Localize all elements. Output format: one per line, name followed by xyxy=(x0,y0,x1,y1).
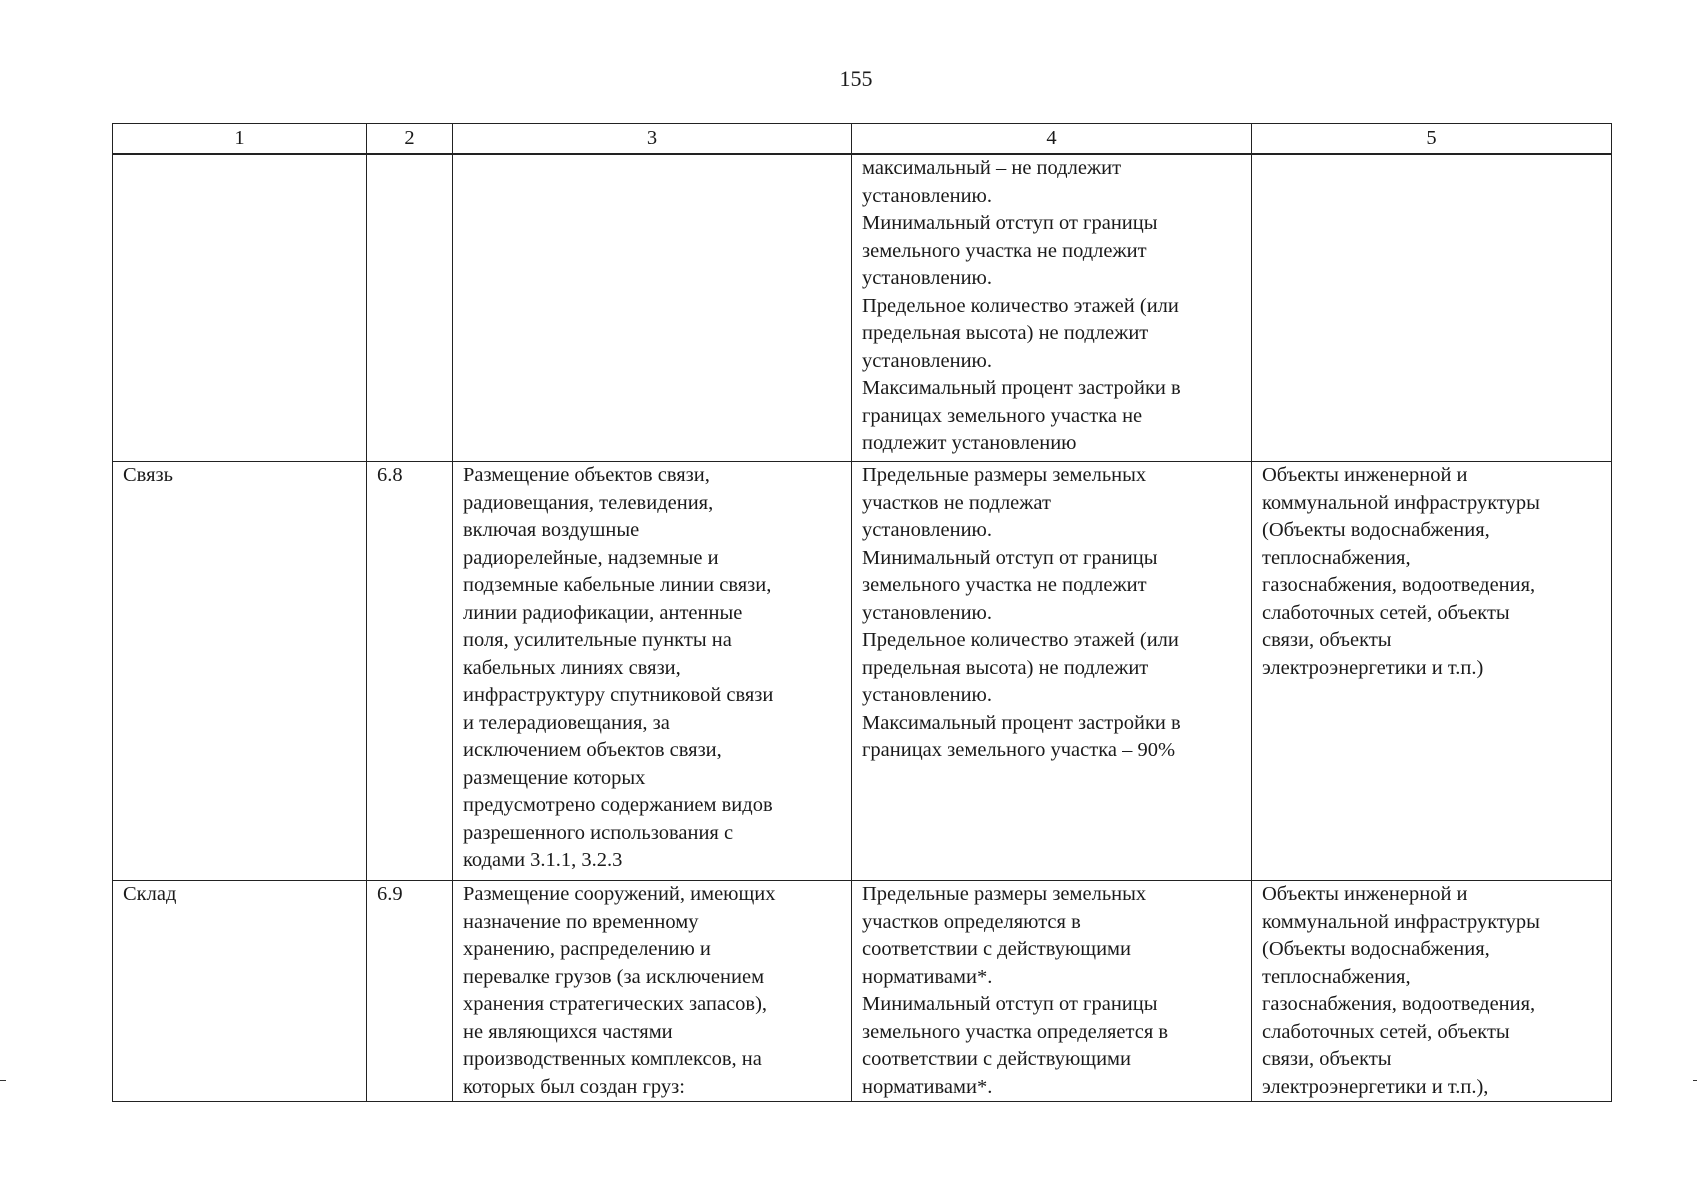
description-text: Размещение объектов связи, радиовещания, телевидения, включая воздушные радиорелейные, надземные и подземные кабельные линии связи, линии радиофикации, антенные поля, усилительные пункты на кабельных линиях связи, инфраструктуру спутниковой связи и телерадиовещания, за исключением объектов связи, размещение которых предусмотрено содержанием видов разрешенного использования с кодами 3.1.1, 3.2.3 xyxy=(463,464,774,871)
table-row xyxy=(113,881,1612,1102)
table-row xyxy=(113,462,1612,881)
scan-edge-mark xyxy=(0,1080,6,1081)
code-cell xyxy=(367,154,453,462)
infrastructure-text: Объекты инженерной и коммунальной инфраструктуры (Объекты водоснабжения, теплоснабжения, газоснабжения, водоотведения, слаботочных сетей, объекты связи, объекты электроэнергетики и т.п.), xyxy=(1262,883,1540,1098)
code-cell xyxy=(367,881,453,1102)
code-cell xyxy=(367,462,453,881)
table-row xyxy=(113,154,1612,462)
infrastructure-cell xyxy=(1252,881,1612,1102)
use-type-cell xyxy=(113,881,367,1102)
page-number: 155 xyxy=(839,66,873,91)
description-text: Размещение сооружений, имеющих назначение по временному хранению, распределению и перевалке грузов (за исключением хранения стратегических запасов), не являющихся частями производственных комплексов, на которых был создан груз: xyxy=(463,883,776,1098)
column-header: 1 xyxy=(113,124,367,155)
column-header: 4 xyxy=(852,124,1252,155)
infrastructure-cell xyxy=(1252,462,1612,881)
regulations-table xyxy=(112,123,1612,1102)
parameters-text: максимальный – не подлежит установлению. Минимальный отступ от границы земельного участка не подлежит установлению. Предельное количество этажей (или предельная высота) не подлежит установлению. Максимальный процент застройки в границах земельного участка не подлежит установлению xyxy=(862,157,1181,454)
parameters-text: Предельные размеры земельных участков определяются в соответствии с действующими нормативами*. Минимальный отступ от границы земельного участка определяется в соответствии с действующими нормативами*. xyxy=(862,883,1169,1098)
description-cell xyxy=(453,881,852,1102)
parameters-text: Предельные размеры земельных участков не подлежат установлению. Минимальный отступ от границы земельного участка не подлежит установлению. Предельное количество этажей (или предельная высота) не подлежит установлению. Максимальный процент застройки в границах земельного участка – 90% xyxy=(862,464,1181,761)
code-text: 6.8 xyxy=(377,464,403,486)
use-type-cell xyxy=(113,462,367,881)
column-header: 2 xyxy=(367,124,453,155)
table-header-row xyxy=(113,124,1612,155)
use-type-cell xyxy=(113,154,367,462)
column-header: 5 xyxy=(1252,124,1612,155)
parameters-cell xyxy=(852,881,1252,1102)
use-type-text: Связь xyxy=(123,464,173,486)
infrastructure-text: Объекты инженерной и коммунальной инфраструктуры (Объекты водоснабжения, теплоснабжения, газоснабжения, водоотведения, слаботочных сетей, объекты связи, объекты электроэнергетики и т.п.) xyxy=(1262,464,1540,679)
parameters-cell xyxy=(852,462,1252,881)
parameters-cell xyxy=(852,154,1252,462)
description-cell xyxy=(453,462,852,881)
column-header: 3 xyxy=(453,124,852,155)
use-type-text: Склад xyxy=(123,883,177,905)
scan-edge-mark xyxy=(1693,1080,1697,1081)
infrastructure-cell xyxy=(1252,154,1612,462)
code-text: 6.9 xyxy=(377,883,403,905)
description-cell xyxy=(453,154,852,462)
